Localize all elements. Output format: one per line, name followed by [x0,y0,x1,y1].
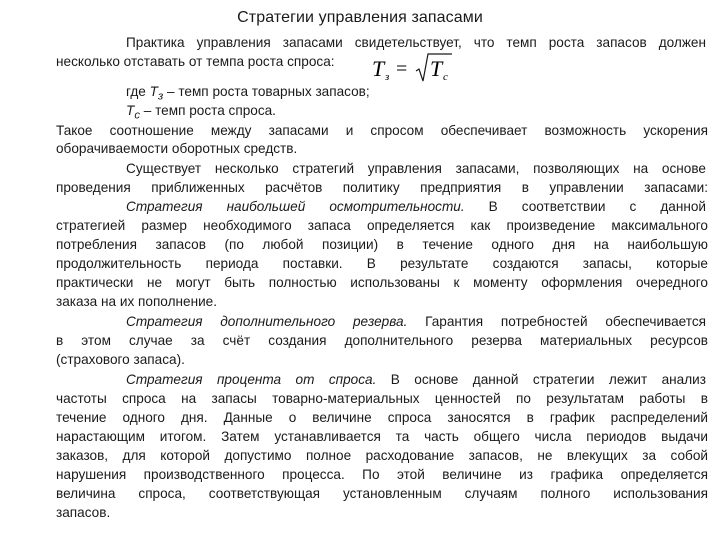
strategy-2-name: Стратегия дополнительного резерва. [126,314,408,329]
strategy-3-text: В основе данной стратегии лежит анализ [376,372,706,387]
strategy-3-line-5: заказов, для которой допустимо полное расходование запасов, не влекущих за собой [56,448,708,463]
strategy-3-line-1 [126,371,706,388]
paragraph-2-line-2: оборачиваемости оборотных средств. [56,141,298,156]
paragraph-1-line-2: несколько отставать от темпа роста спроса: [56,54,335,69]
strategy-2-line-2: в этом случае за счёт создания дополнительного резерва материальных ресурсов [56,333,708,348]
paragraph-1-line-1: Практика управления запасами свидетельствует, что темп роста запасов должен [126,35,706,50]
strategy-1-text: В соответствии с данной [464,199,707,214]
strategy-2-line-3: (страхового запаса). [56,352,185,367]
strategy-1-name: Стратегия наибольшей осмотрительности. [126,199,465,214]
strategy-3-line-4: нарастающим итогом. Затем устанавливается та часть общего числа периодов выдачи [56,429,708,444]
formula-lhs-sub: з [385,71,390,83]
growth-rate-formula [372,51,452,85]
strategy-3-line-7: величина спроса, соответствующая установленным случаям полного использования [56,486,708,501]
strategy-2-text: Гарантия потребностей обеспечивается [407,314,707,329]
symbol-sub-c: с [134,109,140,122]
page-title: Стратегии управления запасами [237,9,483,26]
paragraph-3-line-1: Существует несколько стратегий управления запасами, позволяющих на основе [126,161,706,176]
strategy-1-line-5: практически не могут быть полностью использованы к моменту оформления очередного [56,275,708,290]
definition-prefix: где [126,84,150,99]
formula-rhs: T [430,56,443,81]
formula-graphic [372,51,452,85]
strategy-3-line-8: запасов. [56,505,111,520]
strategy-1-line-3: потребления запасов (по любой позиции) в течение одного дня на наибольшую [56,237,708,252]
strategy-2-line-1 [126,313,706,330]
symbol-t: Т [126,103,135,118]
symbol-sub-z: з [157,90,164,103]
formula-rhs-sub: c [443,71,448,83]
formula-lhs: T [372,56,385,81]
strategy-3-line-3: течение одного дня. Данные о величине спроса заносятся в график распределений [56,410,708,425]
strategy-3-name: Стратегия процента от спроса. [126,372,377,387]
symbol-t: Т [149,84,158,99]
paragraph-3-line-2: проведения приближенных расчётов политику предприятия в управлении запасами: [56,180,708,195]
strategy-1-line-2: стратегией размер необходимого запаса определяется как произведение максимального [56,218,708,233]
paragraph-2-line-1: Такое соотношение между запасами и спросом обеспечивает возможность ускорения [56,123,708,138]
strategy-1-line-6: заказа на их пополнение. [56,294,218,309]
strategy-1-line-4: продолжительность периода поставки. В результате создаются запасы, которые [56,256,708,271]
definition-tc-text: – темп роста спроса. [139,103,276,118]
definition-tz-text: – темп роста товарных запасов; [163,84,370,99]
strategy-1-line-1 [126,198,706,215]
strategy-3-line-6: нарушения производственного процесса. По этой величине из графика определяется [56,467,708,482]
formula-eq: = [396,58,408,80]
strategy-3-line-2: частоты спроса на запасы товарно-материальных ценностей по результатам работы в [56,391,708,406]
